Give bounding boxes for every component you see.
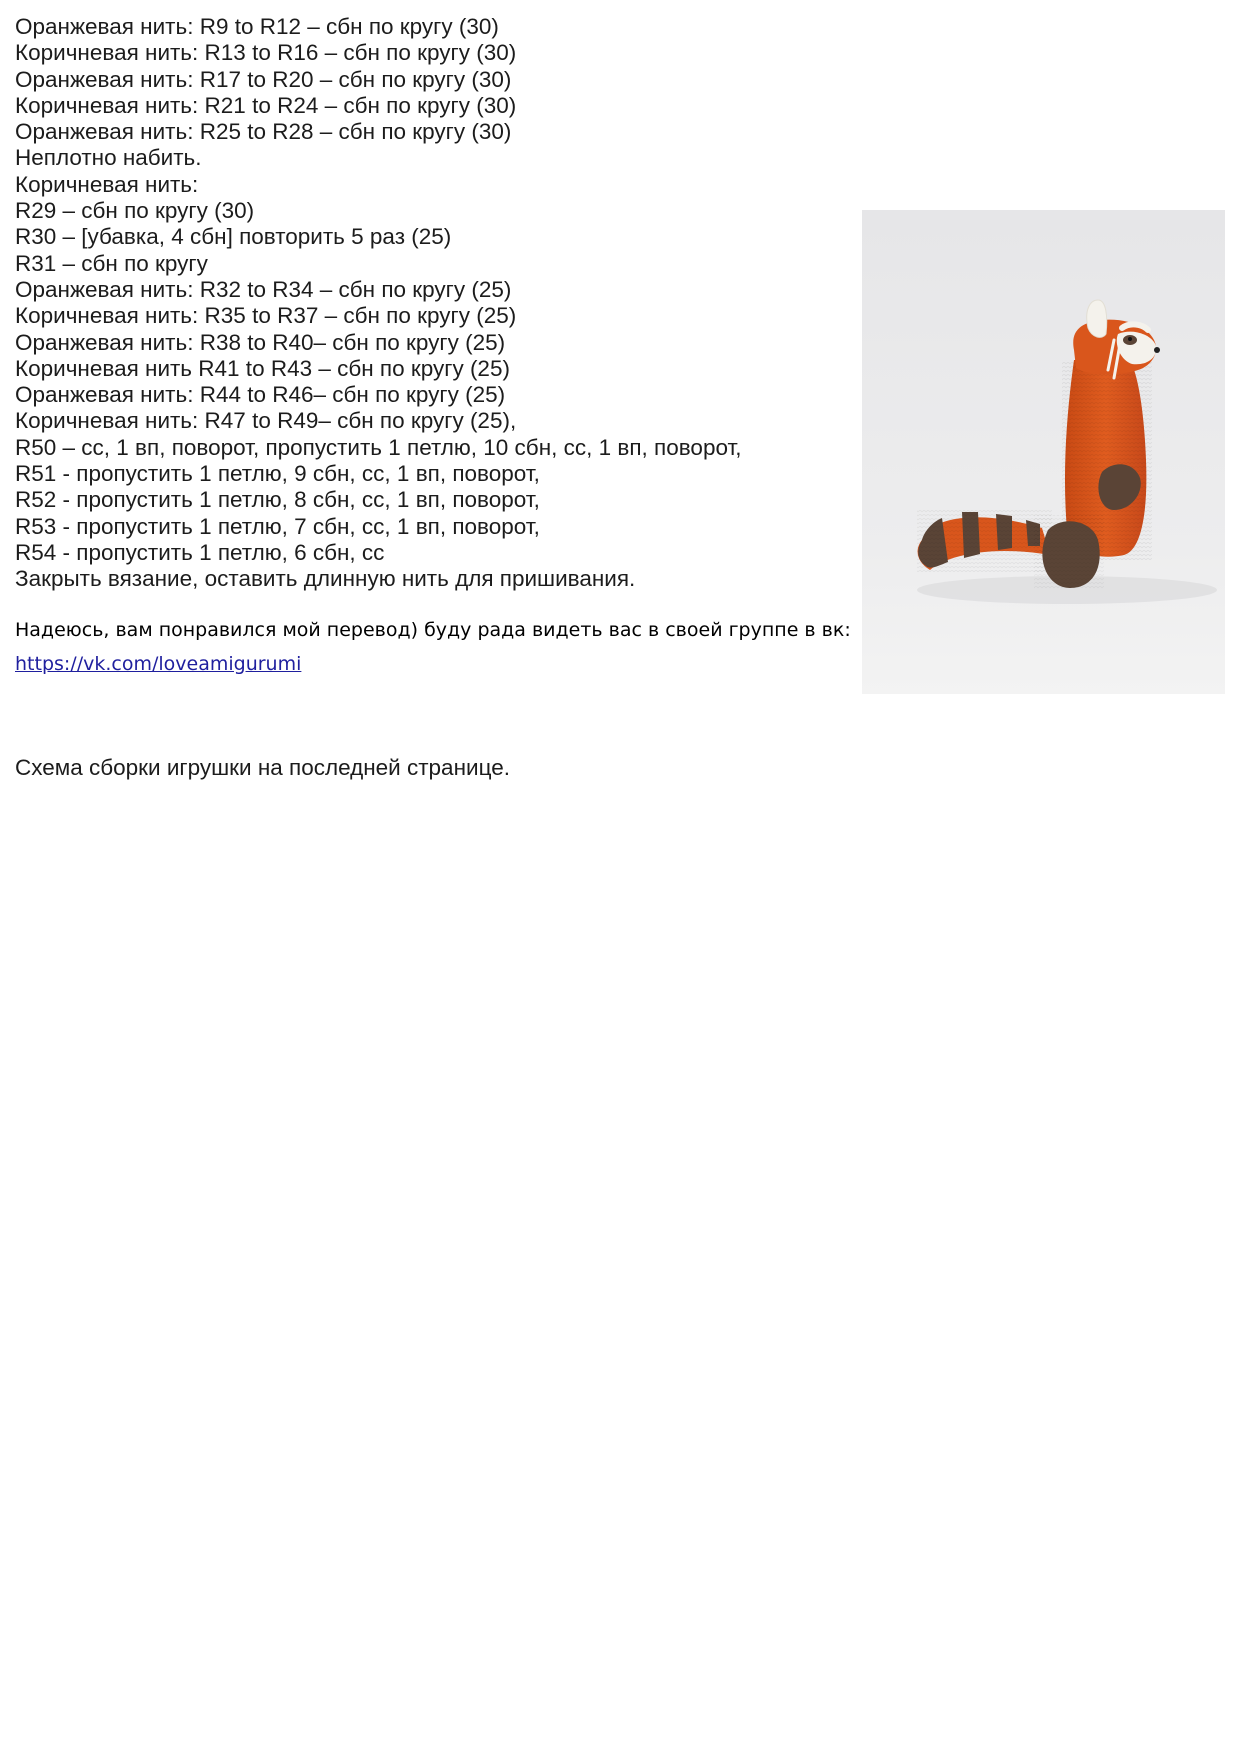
instruction-line: Оранжевая нить: R9 to R12 – сбн по кругу (30) xyxy=(15,14,499,39)
instruction-line: R30 – [убавка, 4 сбн] повторить 5 раз (25) xyxy=(15,224,452,250)
instruction-line: R54 - пропустить 1 петлю, 6 сбн, сс xyxy=(15,539,385,565)
photo-background xyxy=(862,210,1225,694)
pattern-instructions xyxy=(15,14,845,593)
instruction-line: Оранжевая нить: R32 to R34 – сбн по кругу (25) xyxy=(15,276,512,302)
instruction-line: Оранжевая нить: R17 to R20 – сбн по кругу (30) xyxy=(15,66,512,92)
instruction-line: Оранжевая нить: R25 to R28 – сбн по кругу (30) xyxy=(15,119,512,145)
instruction-line: Коричневая нить: R35 to R37 – сбн по кругу (25) xyxy=(15,303,517,329)
vk-group-link[interactable]: https://vk.com/loveamigurumi xyxy=(15,653,302,675)
closing-message: Надеюсь, вам понравился мой перевод) буду рада видеть вас в своей группе в вк: xyxy=(15,619,851,641)
instruction-line: Коричневая нить: xyxy=(15,171,199,197)
instruction-line: R51 - пропустить 1 петлю, 9 сбн, сс, 1 вп, поворот, xyxy=(15,461,540,487)
instruction-line: R29 – сбн по кругу (30) xyxy=(15,198,255,224)
instruction-line: Оранжевая нить: R38 to R40– сбн по кругу (25) xyxy=(15,329,506,355)
instruction-line: Коричневая нить: R21 to R24 – сбн по кругу (30) xyxy=(15,92,517,118)
red-panda-photo-illustration xyxy=(862,210,1225,694)
instruction-line: R50 – сс, 1 вп, поворот, пропустить 1 петлю, 10 сбн, сс, 1 вп, поворот, xyxy=(15,434,742,460)
instruction-line: R31 – сбн по кругу xyxy=(15,250,208,276)
ear xyxy=(1087,300,1107,337)
instruction-line: R52 - пропустить 1 петлю, 8 сбн, сс, 1 вп, поворот, xyxy=(15,487,540,513)
assembly-note: Схема сборки игрушки на последней странице. xyxy=(15,755,510,780)
instruction-line: Коричневая нить R41 to R43 – сбн по кругу (25) xyxy=(15,355,510,381)
instruction-line: Неплотно набить. xyxy=(15,145,202,171)
red-panda-amigurumi-photo xyxy=(862,210,1225,694)
instruction-line: R53 - пропустить 1 петлю, 7 сбн, сс, 1 вп, поворот, xyxy=(15,513,540,539)
instruction-line: Коричневая нить: R13 to R16 – сбн по кругу (30) xyxy=(15,40,517,66)
striped-tail xyxy=(917,510,1052,572)
instruction-line: Оранжевая нить: R44 to R46– сбн по кругу (25) xyxy=(15,382,506,408)
instruction-line: Закрыть вязание, оставить длинную нить для пришивания. xyxy=(15,566,636,592)
instruction-line: Коричневая нить: R47 to R49– сбн по кругу (25), xyxy=(15,408,517,434)
